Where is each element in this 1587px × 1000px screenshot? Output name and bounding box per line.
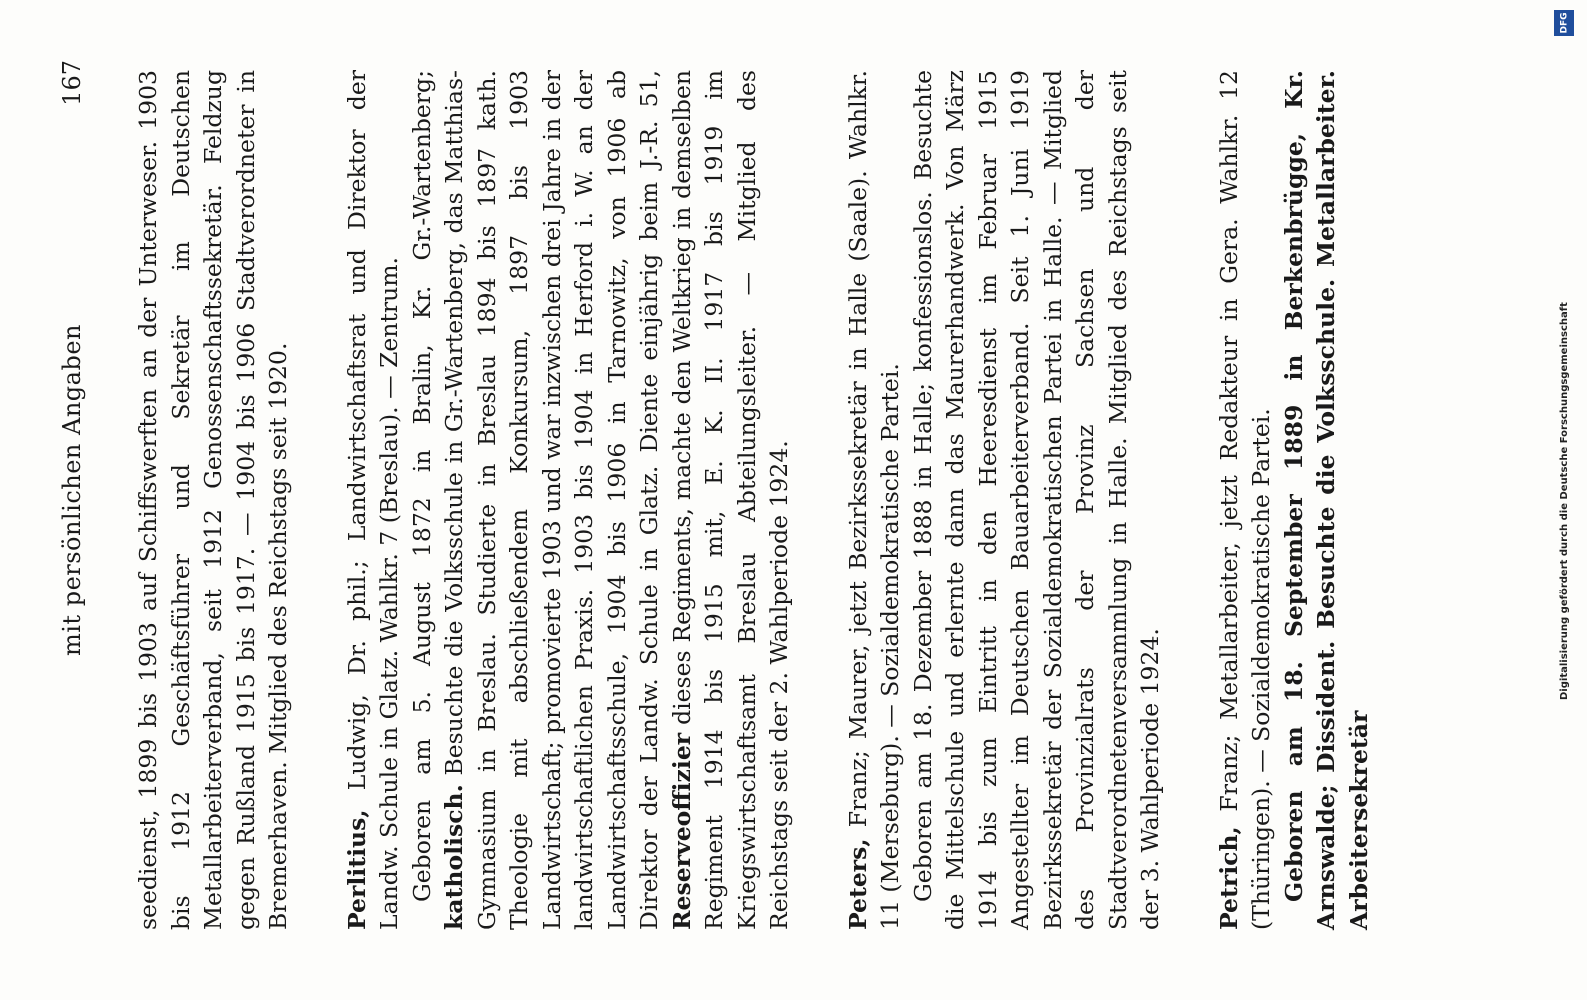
entry-heading <box>341 70 406 930</box>
entry-biography <box>1278 70 1376 930</box>
entry-biography <box>907 70 1167 930</box>
entry-details: Ludwig, Dr. phil.; Landwirtschaftsrat und Direktor der Landw. Schule in Glatz. Wahlkr. 7 (Breslau). — Zentrum. <box>342 70 403 930</box>
biography-entry <box>842 70 1167 930</box>
running-title: mit persönlichen Angaben <box>58 324 86 656</box>
biography-text: Besuchte die Volksschule in Gr.-Wartenberg, das Matthias-Gymnasium in Breslau. Studierte in Breslau 1894 bis 1897 kath. Theologie mit abschließendem Konkursum, 1897 bis 1903 Landwirtschaft; promovierte 1903 und war inzwischen drei Jahre in der landwirtschaftlichen Praxis. 1903 bis 1904 in Herford i. W. an der Landwirtschaftsschule, 1904 bis 1906 in Tarnowitz, von 1906 ab Direktor der Landw. Schule in Glatz. Diente einjährig beim J.-R. 51, <box>440 70 663 930</box>
entry-details: Franz; Metallarbeiter, jetzt Redakteur in Gera. Wahlkr. 12 (Thüringen). — Sozialdemokratische Partei. <box>1214 70 1275 930</box>
biography-text: katholisch. <box>440 784 468 930</box>
page-header <box>58 60 98 920</box>
biography-entries <box>341 70 1376 930</box>
biography-entry <box>1213 70 1376 930</box>
entry-biography <box>406 70 796 930</box>
biography-text: Geboren am 5. August 1872 in Bralin, Kr. Gr.-Wartenberg; <box>407 70 436 902</box>
digitization-credit <box>1546 0 1586 1000</box>
biography-text: Reserveoffizier <box>667 732 696 930</box>
biography-text: dieses Regiments, machte den Weltkrieg in demselben Regiment 1914 bis 1915 mit, E. K. II. 1917 bis 1919 im Kriegswirtschaftsamt Breslau Abteilungsleiter. — Mitglied des Reichstags seit der 2. Wahlperiode 1924. <box>667 70 793 930</box>
biography-entry <box>341 70 796 930</box>
biography-text: Geboren am 18. September 1889 in Berkenbrügge, Kr. Arnswalde; Dissident. Besuchte die Volksschule. Metallarbeiter. Arbeitersekretär <box>1279 70 1373 930</box>
entry-name: Perlitius, <box>342 809 371 930</box>
dfg-logo: DFG <box>1554 10 1574 36</box>
page-body <box>132 70 1375 930</box>
entry-heading <box>1213 70 1278 930</box>
biography-text: Geboren am 18. Dezember 1888 in Halle; konfessionslos. Besuchte die Mittelschule und erlernte dann das Maurerhandwerk. Von März 1914 bis zum Eintritt in den Heeresdienst im Februar 1915 Angestellter im Deutschen Bauarbeiterverband. Seit 1. Juni 1919 Bezirkssekretär der Sozialdemokratischen Partei in Halle. — Mitglied des Provinzialrats der Provinz Sachsen und der Stadtverordnetenversammlung in Halle. Mitglied des Reichstags seit der 3. Wahlperiode 1924. <box>908 70 1164 930</box>
credit-text: Digitalisierung gefördert durch die Deutsche Forschungsgemeinschaft <box>1559 302 1570 700</box>
entry-name: Peters, <box>843 838 872 930</box>
page-number: 167 <box>58 60 86 106</box>
entry-heading <box>842 70 907 930</box>
entry-details: Franz; Maurer, jetzt Bezirkssekretär in Halle (Saale). Wahlkr. 11 (Merseburg). — Sozialdemokratische Partei. <box>843 70 904 930</box>
entry-name: Petrich, <box>1214 826 1243 930</box>
continuation-paragraph: seedienst, 1899 bis 1903 auf Schiffswerften an der Unterweser. 1903 bis 1912 Geschäftsführer und Sekretär im Deutschen Metallarbeiterverband, seit 1912 Genossenschaftssekretär. Feldzug gegen Rußland 1915 bis 1917. — 1904 bis 1906 Stadtverordneter in Bremerhaven. Mitglied des Reichstags seit 1920. <box>134 70 292 930</box>
